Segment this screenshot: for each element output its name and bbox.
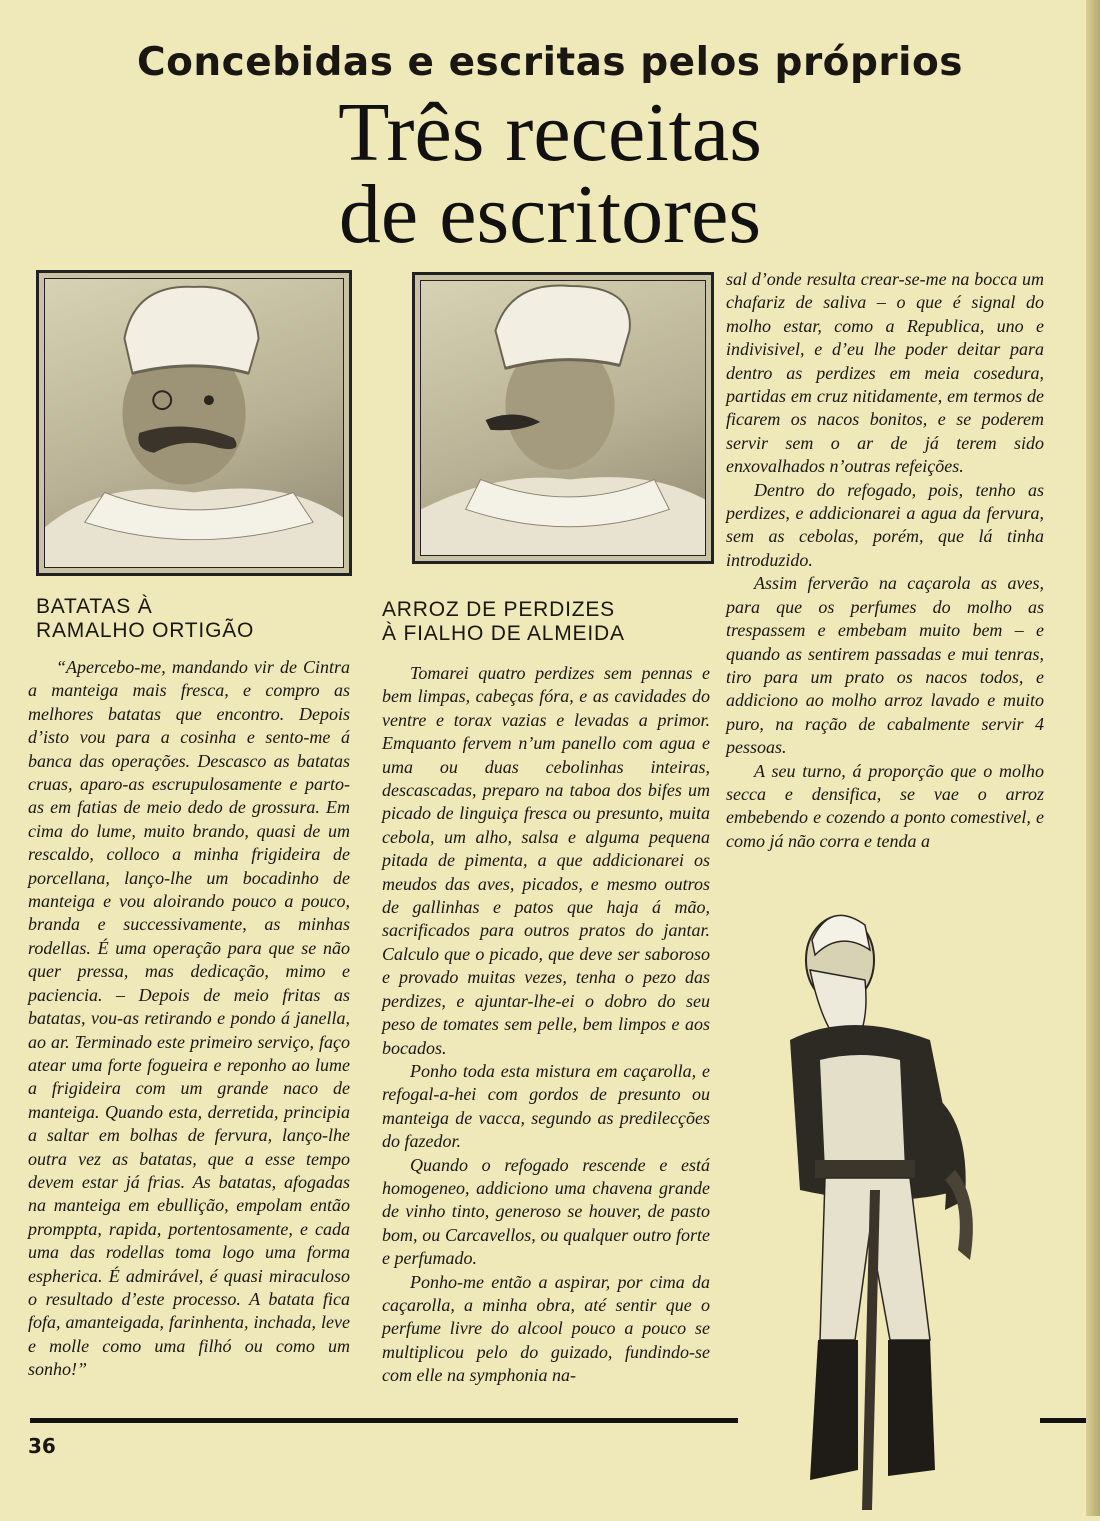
portrait-fialho-de-almeida xyxy=(412,272,714,564)
recipe-title-line: À FIALHO DE ALMEIDA xyxy=(382,622,625,645)
title-line-2: de escritores xyxy=(338,168,762,261)
hunter-illustration xyxy=(730,870,1050,1516)
paragraph: Ponho-me então a aspirar, por cima da caçarolla, a minha obra, até sentir que o perfume livre do alcool pouco a pouco se multiplicou pelo do guizado, fundindo-se com elle na symphonia na- xyxy=(382,1271,710,1386)
chef-portrait-illustration xyxy=(45,279,343,567)
paragraph: sal d’onde resulta crear-se-me na bocca um chafariz de saliva – o que é signal do molho estar, como a Republica, uno e indivisivel, e d’eu lhe poder deitar para dentro as perdizes em meia cosedura, partidas em cruz nitidamente, em termos de ficarem os nacos bonitos, e se poderem servir sem o ar de já terem sido enxovalhados n’outras refeições. xyxy=(726,269,1044,477)
chef-profile-illustration xyxy=(421,281,705,555)
column-1-text xyxy=(28,656,350,1382)
recipe-title-line: BATATAS À xyxy=(36,595,153,618)
recipe-title-batatas xyxy=(36,595,254,643)
page-number: 36 xyxy=(28,1434,56,1458)
page-title xyxy=(0,86,1100,261)
page-edge xyxy=(1086,0,1100,1516)
paragraph: Dentro do refogado, pois, tenho as perdizes, e addicionarei a agua da fervura, sem as cebolas, porém, que lá tinha introduzido. xyxy=(726,479,1044,570)
paragraph: Assim ferverão na caçarola as aves, para que os perfumes do molho as trespassem e embebam muito bem – e quando as sentirem passadas e mui tenras, tiro para um prato os nacos todos, e addiciono ao molho arroz lavado e muito puro, na ração de cabalmente servir 4 pessoas. xyxy=(726,573,1044,758)
paragraph: Quando o refogado rescende e está homogeneo, addiciono uma chavena grande de vinho tinto, generoso se houver, de pasto bom, ou Carcavellos, ou qualquer outro forte e perfumado. xyxy=(382,1154,710,1269)
recipe-title-line: RAMALHO ORTIGÃO xyxy=(36,619,255,642)
paragraph: A seu turno, á proporção que o molho secca e densifica, se vae o arroz embebendo e cozendo a ponto comestivel, e como já não corra e tenda a xyxy=(726,760,1044,851)
portrait-ramalho-ortigao xyxy=(36,270,352,576)
title-line-1: Três receitas xyxy=(338,86,762,179)
column-2-text xyxy=(382,662,710,1388)
paragraph: “Apercebo-me, mandando vir de Cintra a manteiga mais fresca, e compro as melhores batatas que encontro. Depois d’isto vou para a cosinha e sento-me á banca das operações. Descasco as batatas cruas, aparo-as escrupulosamente e parto-as em fatias de meio dedo de grossura. Em cima do lume, muito brando, quasi de um rescaldo, colloco a minha frigideira de porcellana, lanço-lhe um bocadinho de manteiga e vou aloirando pouco a pouco, branda e successivamente, as minhas rodellas. É uma operação para que se não quer pressa, mas dedicação, mimo e paciencia. – Depois de meio fritas as batatas, vou-as retirando e pondo á janella, ao ar. Terminado este primeiro serviço, faço atear uma forte fogueira e reponho ao lume a frigideira com um grande naco de manteiga. Quando esta, derretida, principia a saltar em bolhas de fervura, lanço-lhe outra vez as batatas, que a esse tempo devem estar já frias. As batatas, afogadas na manteiga em ebullição, empolam então promppta, rapida, portentosamente, e cada uma das rodellas toma logo uma forma espherica. É admirável, é quasi miraculoso o resultado d’este processo. A batata fica fofa, amanteigada, farinhenta, inchada, leve e molle como uma filhó ou como um sonho!” xyxy=(28,657,350,1380)
column-3-text xyxy=(726,268,1044,853)
paragraph: Ponho toda esta mistura em caçarolla, e refogal-a-hei com gordos de presunto ou manteiga de vacca, segundo as predilecções do fazedor. xyxy=(382,1060,710,1152)
kicker-headline: Concebidas e escritas pelos próprios xyxy=(136,40,963,85)
paragraph: Tomarei quatro perdizes sem pennas e bem limpas, cabeças fóra, e as cavidades do ventre e torax vazias e levadas a primor. Emquanto fervem n’um panello com agua e uma ou duas cebolinhas inteiras, descascadas, preparo na taboa dos bifes um picado de linguiça fresca ou presunto, muita cebola, um alho, salsa e alguma pequena pitada de pimenta, a que addicionarei os meudos das aves, picados, e mesmo outros de gallinhas e patos que haja á mão, sacrificados para outros pratos do jantar. Calculo que o picado, que deve ser saboroso e provado muitas vezes, tenha o pezo das perdizes, e ajuntar-lhe-ei o dobro do seu peso de tomates sem pelle, bem limpos e aos bocados. xyxy=(382,663,710,1058)
recipe-title-line: ARROZ DE PERDIZES xyxy=(382,598,615,621)
recipe-title-arroz xyxy=(382,598,625,646)
hunter-figure-drawing xyxy=(730,870,1050,1516)
bottom-rule xyxy=(30,1418,738,1423)
